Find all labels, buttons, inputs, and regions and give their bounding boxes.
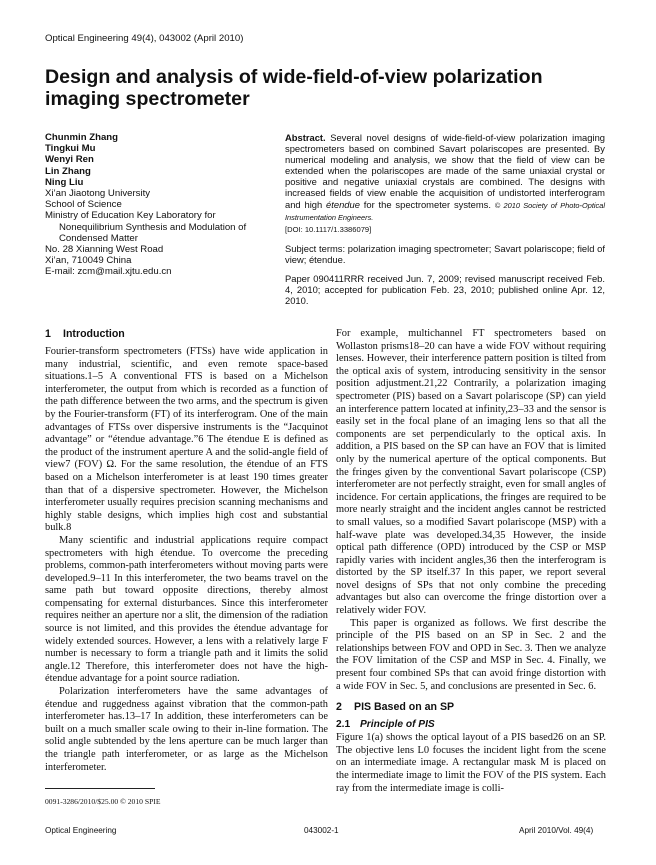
address-street: No. 28 Xianning West Road — [45, 244, 164, 256]
paragraph: For example, multichannel FT spectrometers based on Wollaston prisms18–20 can have a wide FOV without requiring lenses. However, their interference pattern position is tilted from the optical axis of system, introducing sensitivity in the sensor position adjustment.21,22 Contrarily, a polarization imaging spectrometer (PIS) based on a Savart polariscope (SP) can yield an interference pattern located at infinity,23–33 and the sensor is easily set in the focal plane of an imaging lens so that all the components are set perpendicularly to the optical axis. In addition, a PIS based on the SP can have an FOV that is limited only by the numerical aperture of the optical components. But the fringes given by the conventional Savart polariscope (CSP) interferometer are not perfectly straight, even for small angles of incidence. For certain applications, the fringes are required to be more nearly straight and the incident angles cannot be restricted to small values, so a modified Savart polariscope (MSP) with a half-wave plate was developed.34,35 However, the inside optical path difference (OPD) introduced by the CSP or MSP rapidly varies with incident angles,36 then the interferogram is distorted by the SP itself.37 In this paper, we report several novel designs of SPs that not only combine the preceding advantages but also can overcome the fringe distortion over a relatively wider FOV. — [336, 328, 606, 617]
abstract-block — [285, 132, 605, 306]
subject-terms: Subject terms: polarization imaging spectrometer; Savart polariscope; field of view; étendue. — [285, 242, 605, 265]
column-right — [336, 328, 606, 795]
footer-issue: April 2010/Vol. 49(4) — [519, 826, 594, 835]
subsection-heading — [336, 719, 606, 730]
author-block — [45, 132, 275, 278]
footnote-rule — [45, 788, 155, 789]
section-title: Introduction — [63, 328, 125, 340]
section-heading — [336, 701, 606, 713]
affiliation-school: School of Science — [45, 199, 122, 211]
paragraph: Figure 1(a) shows the optical layout of a PIS based26 on an SP. The objective lens L0 focuses the incident light from the scene on an intermediate image. A rectangular mask M is placed on the intermediate image to limit the FOV of the PIS system. Each ray from the intermediate image is colli- — [336, 732, 606, 794]
paper-title: Design and analysis of wide-field-of-view polarization imaging spectrometer — [45, 66, 543, 110]
author-name: Chunmin Zhang — [45, 132, 119, 143]
affiliation-lab: Ministry of Education Key Laboratory for — [45, 210, 216, 222]
abstract-text-end: for the spectrometer systems. — [363, 198, 491, 210]
section-heading — [45, 328, 328, 340]
abstract-doi: [DOI: 10.1117/1.3386079] — [285, 224, 372, 234]
paragraph: This paper is organized as follows. We first describe the principle of the PIS based on an SP in Sec. 2 and the relationships between FOV and OPD in Sec. 3. Then we analyze the FOV limitation of the CSP and MSP in Sec. 4. Finally, we present four combined SPs that can avoid fringe distortion with a wide FOV in Sec. 5, and conclusions are presented in Sec. 6. — [336, 617, 606, 692]
column-left — [45, 328, 328, 774]
footnote-issn: 0091-3286/2010/$25.00 © 2010 SPIE — [45, 797, 161, 806]
subsection-title: Principle of PIS — [360, 719, 435, 731]
affiliation-lab: Condensed Matter — [59, 232, 138, 244]
abstract-text: Several novel designs of wide-field-of-view polarization imaging spectrometers based on combined Savart polariscopes are presented. By numerical modeling and analysis, we show that the field of view can be extended when the polariscopes are made of the same uniaxial crystal or positive and negative uniaxial crystals are combined. The designs with increased fields of view enable the acquisition of undistorted interferogram and high — [285, 132, 605, 210]
address-city: Xi’an, 710049 China — [45, 255, 132, 267]
section-number: 1 — [45, 328, 51, 340]
author-name: Wenyi Ren — [45, 154, 94, 166]
section-number: 2 — [336, 701, 342, 714]
paragraph: Many scientific and industrial applications require compact spectrometers with high étendue. To overcome the preceding problems, common-path interferometers without moving parts were developed.9–11 In this interferometer, the two beams travel on the same path but toward opposite directions, thereby almost compensating for external disturbances. Since this interferometer requires neither an aperture nor a slit, the dimension of the radiation source is not limited, and this provides the étendue advantage for widely extended sources. However, a lens with a relatively large F number is necessary to form a triangle path and it limits the solid angle.12 Therefore, this interferometer does not have the high-étendue advantage for a point source radiation. — [45, 534, 328, 685]
paper-info: Paper 090411RRR received Jun. 7, 2009; revised manuscript received Feb. 4, 2010; accepted for publication Feb. 23, 2010; published online Apr. 12, 2010. — [285, 273, 605, 307]
footer-page-id: 043002-1 — [304, 826, 339, 835]
affiliation-lab: Nonequilibrium Synthesis and Modulation of — [59, 221, 247, 233]
author-email: E-mail: zcm@mail.xjtu.edu.cn — [45, 266, 172, 278]
author-name: Ning Liu — [45, 176, 84, 188]
abstract-italic: étendue — [326, 198, 360, 210]
subsection-number: 2.1 — [336, 719, 351, 731]
author-name: Tingkui Mu — [45, 143, 96, 155]
section-title: PIS Based on an SP — [354, 701, 455, 714]
footer-journal: Optical Engineering — [45, 826, 117, 835]
abstract-copyright: © 2010 Society of Photo-Optical Instrumentation Engineers. — [285, 200, 605, 222]
affiliation-university: Xi’an Jiaotong University — [45, 188, 151, 200]
paragraph: Polarization interferometers have the same advantages of étendue and ruggedness against vibration that the common-path interferometer has.13–17 In addition, these interferometers can be built on a much smaller scale owing to their in-line formation. The solid angle subtended by the lens aperture can be much larger than the triangle path interferometer, or as large as the Michelson interferometer. — [45, 686, 328, 773]
paragraph: Fourier-transform spectrometers (FTSs) have wide application in many industrial, scientific, and even remote space-based situations.1–5 A conventional FTS is based on a Michelson interferometer, the output from which is recorded as a function of the path difference between the two arms, and the spectrum is given by the Fourier-transform (FT) of its interferogram. One of the main advantages of FTSs over dispersive instruments is the “Jacquinot advantage” or “étendue advantage.”6 The étendue E is defined as the product of the instrument aperture A and the solid-angle field of view7 (FOV) Ω. For the same resolution, the étendue of an FTS based on a Michelson interferometer is at least 190 times greater than that of a dispersive spectrometer. However, the Michelson interferometer usually requires precision scanning mechanisms and highly stable designs, which implies high cost and substantial bulk.8 — [45, 346, 328, 534]
author-name: Lin Zhang — [45, 165, 91, 177]
running-head: Optical Engineering 49(4), 043002 (April 2010) — [45, 33, 244, 44]
abstract-label: Abstract. — [285, 132, 326, 143]
abstract — [285, 132, 605, 235]
